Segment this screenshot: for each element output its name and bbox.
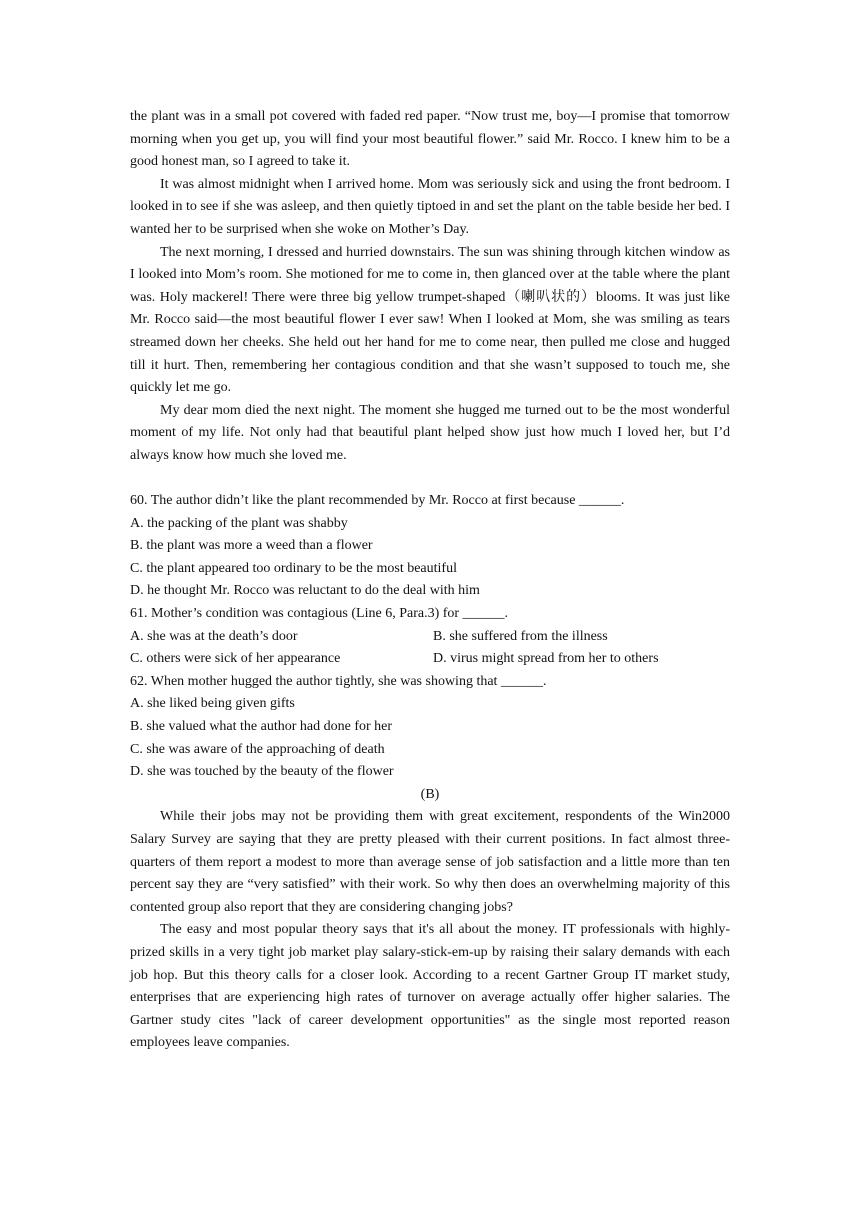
- options-row-1: [130, 626, 730, 649]
- spacer: [130, 468, 730, 491]
- option-a: A. she was at the death’s door: [130, 628, 298, 644]
- option-a: A. the packing of the plant was shabby: [130, 515, 348, 531]
- question-stem: 61. Mother’s condition was contagious (Line 6, Para.3) for ______.: [130, 606, 509, 622]
- document-page: [130, 106, 730, 1055]
- passage-a-paragraph-4: My dear mom died the next night. The moment she hugged me turned out to be the most wonderful moment of my life. Not only had that beautiful plant helped show just how much I loved her, but I’d always know how much she loved me.: [130, 402, 730, 463]
- option-d: D. he thought Mr. Rocco was reluctant to do the deal with him: [130, 583, 480, 599]
- passage-a-paragraph-2: It was almost midnight when I arrived home. Mom was seriously sick and using the front bedroom. I looked in to see if she was asleep, and then quietly tiptoed in and set the plant on the table beside her bed. I wanted her to be surprised when she woke on Mother’s Day.: [130, 176, 730, 237]
- option-b: B. she suffered from the illness: [433, 628, 608, 644]
- option-b: B. the plant was more a weed than a flower: [130, 538, 373, 554]
- options-row-2: [130, 648, 730, 671]
- question-stem: 60. The author didn’t like the plant recommended by Mr. Rocco at first because ______.: [130, 493, 625, 509]
- passage-b-paragraph-1: While their jobs may not be providing them with great excitement, respondents of the Win2000 Salary Survey are saying that they are pretty pleased with their current positions. In fact almost three-quarters of them report a modest to more than average sense of job satisfaction and a little more than ten percent say they are “very satisfied” with their work. So why then does an overwhelming majority of this contented group also report that they are considering changing jobs?: [130, 809, 730, 915]
- question-stem: 62. When mother hugged the author tightly, she was showing that ______.: [130, 673, 547, 689]
- option-a: A. she liked being given gifts: [130, 696, 295, 712]
- option-c: C. others were sick of her appearance: [130, 651, 341, 667]
- passage-b-paragraph-2: The easy and most popular theory says that it's all about the money. IT professionals with highly-prized skills in a very tight job market play salary-stick-em-up by raising their salary demands with each job hop. But this theory calls for a closer look. According to a recent Gartner Group IT market study, enterprises that are experiencing high rates of turnover on average actually offer higher salaries. The Gartner study cites "lack of career development opportunities" as the single most reported reason employees leave companies.: [130, 922, 730, 1051]
- option-b: B. she valued what the author had done for her: [130, 719, 393, 735]
- section-title-b: (B): [420, 786, 440, 802]
- question-62: [130, 671, 730, 784]
- option-c: C. the plant appeared too ordinary to be the most beautiful: [130, 560, 457, 576]
- option-d: D. virus might spread from her to others: [433, 651, 659, 667]
- question-60: [130, 490, 730, 603]
- option-d: D. she was touched by the beauty of the flower: [130, 764, 394, 780]
- question-61: [130, 603, 730, 671]
- passage-a-paragraph-1: the plant was in a small pot covered with faded red paper. “Now trust me, boy—I promise that tomorrow morning when you get up, you will find your most beautiful flower.” said Mr. Rocco. I knew him to be a good honest man, so I agreed to take it.: [130, 109, 730, 170]
- option-c: C. she was aware of the approaching of death: [130, 741, 385, 757]
- passage-a-paragraph-3: The next morning, I dressed and hurried downstairs. The sun was shining through kitchen window as I looked into Mom’s room. She motioned for me to come in, then glanced over at the table where the plant was. Holy mackerel! There were three big yellow trumpet-shaped（喇叭状的）blooms. It was just like Mr. Rocco said—the most beautiful flower I ever saw! When I looked at Mom, she was smiling as tears streamed down her cheeks. She held out her hand for me to come near, then pulled me close and hugged till it hurt. Then, remembering her contagious condition and that she wasn’t supposed to touch me, she quickly let me go.: [130, 244, 730, 396]
